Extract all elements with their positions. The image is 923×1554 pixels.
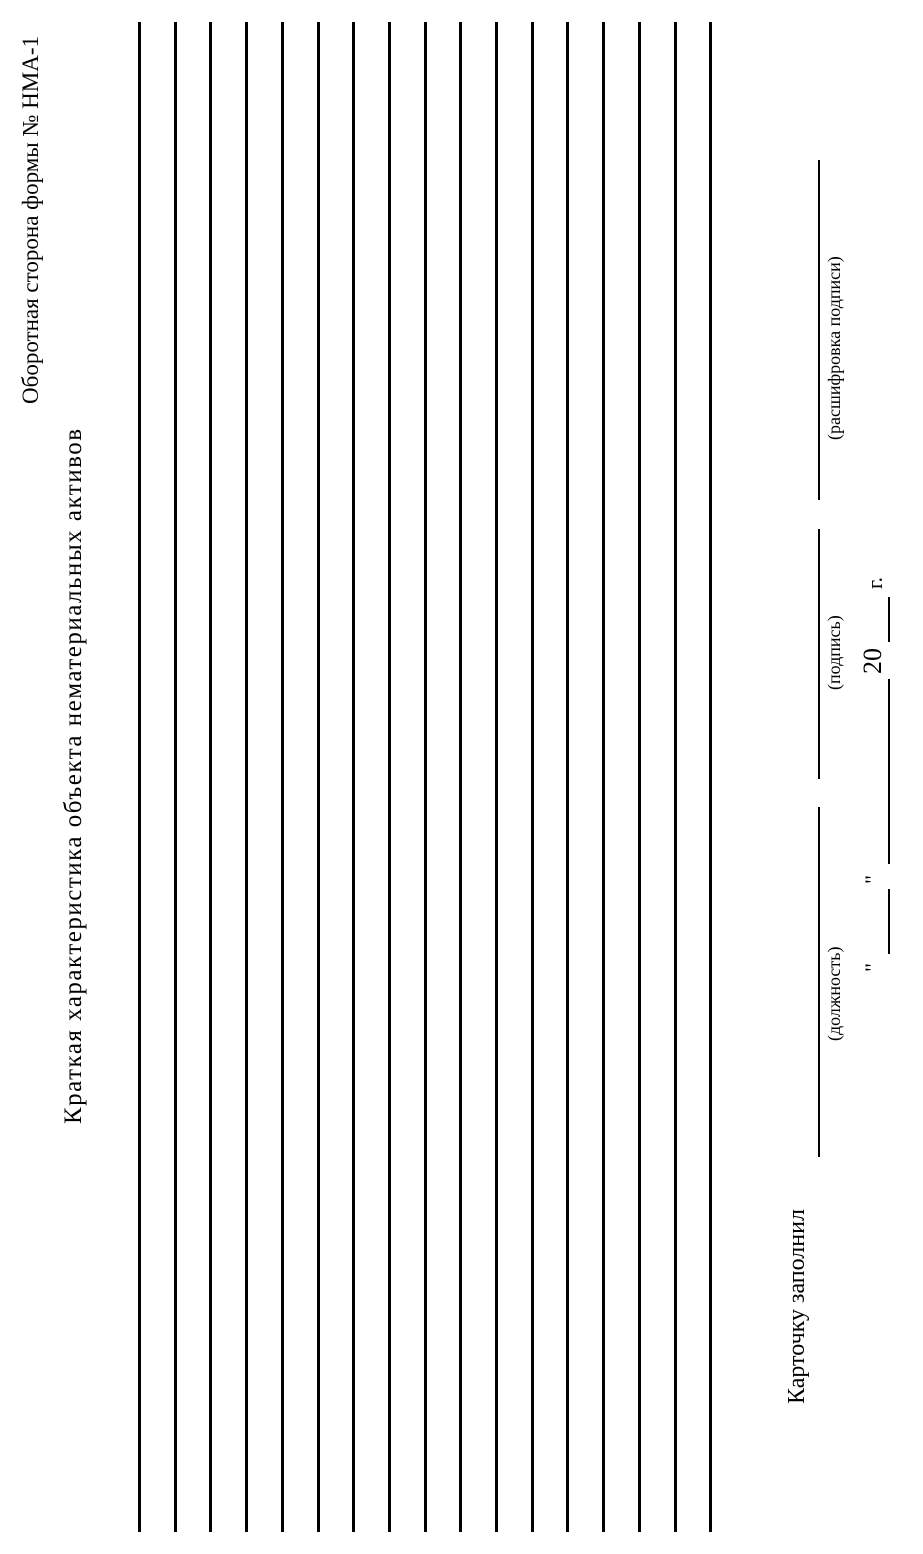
ruled-line xyxy=(459,22,462,1532)
ruled-line xyxy=(209,22,212,1532)
ruled-line xyxy=(317,22,320,1532)
month-line xyxy=(888,679,890,864)
year-suffix: г. xyxy=(862,576,887,589)
ruled-line xyxy=(352,22,355,1532)
form-title: Краткая характеристика объекта нематериальных активов xyxy=(60,427,87,1124)
ruled-line xyxy=(281,22,284,1532)
position-line xyxy=(818,807,820,1157)
ruled-line xyxy=(424,22,427,1532)
ruled-line xyxy=(709,22,712,1532)
form-header: Оборотная сторона формы № НМА-1 xyxy=(18,36,43,404)
ruled-line xyxy=(174,22,177,1532)
ruled-line xyxy=(388,22,391,1532)
year-line xyxy=(888,597,890,642)
decoding-caption: (расшифровка подписи) xyxy=(824,256,844,440)
ruled-line xyxy=(245,22,248,1532)
date-close-quote: " xyxy=(860,875,885,884)
position-caption: (должность) xyxy=(824,946,844,1041)
ruled-line xyxy=(674,22,677,1532)
year-prefix: 20 xyxy=(858,648,887,674)
ruled-line xyxy=(138,22,141,1532)
signature-caption: (подпись) xyxy=(824,615,844,690)
ruled-line xyxy=(495,22,498,1532)
signature-line xyxy=(818,529,820,779)
card-filled-label: Карточку заполнил xyxy=(784,1209,810,1404)
ruled-line xyxy=(638,22,641,1532)
decoding-line xyxy=(818,160,820,500)
ruled-line xyxy=(602,22,605,1532)
ruled-line xyxy=(531,22,534,1532)
ruled-line xyxy=(566,22,569,1532)
day-line xyxy=(888,889,890,954)
date-open-quote: " xyxy=(860,963,885,972)
